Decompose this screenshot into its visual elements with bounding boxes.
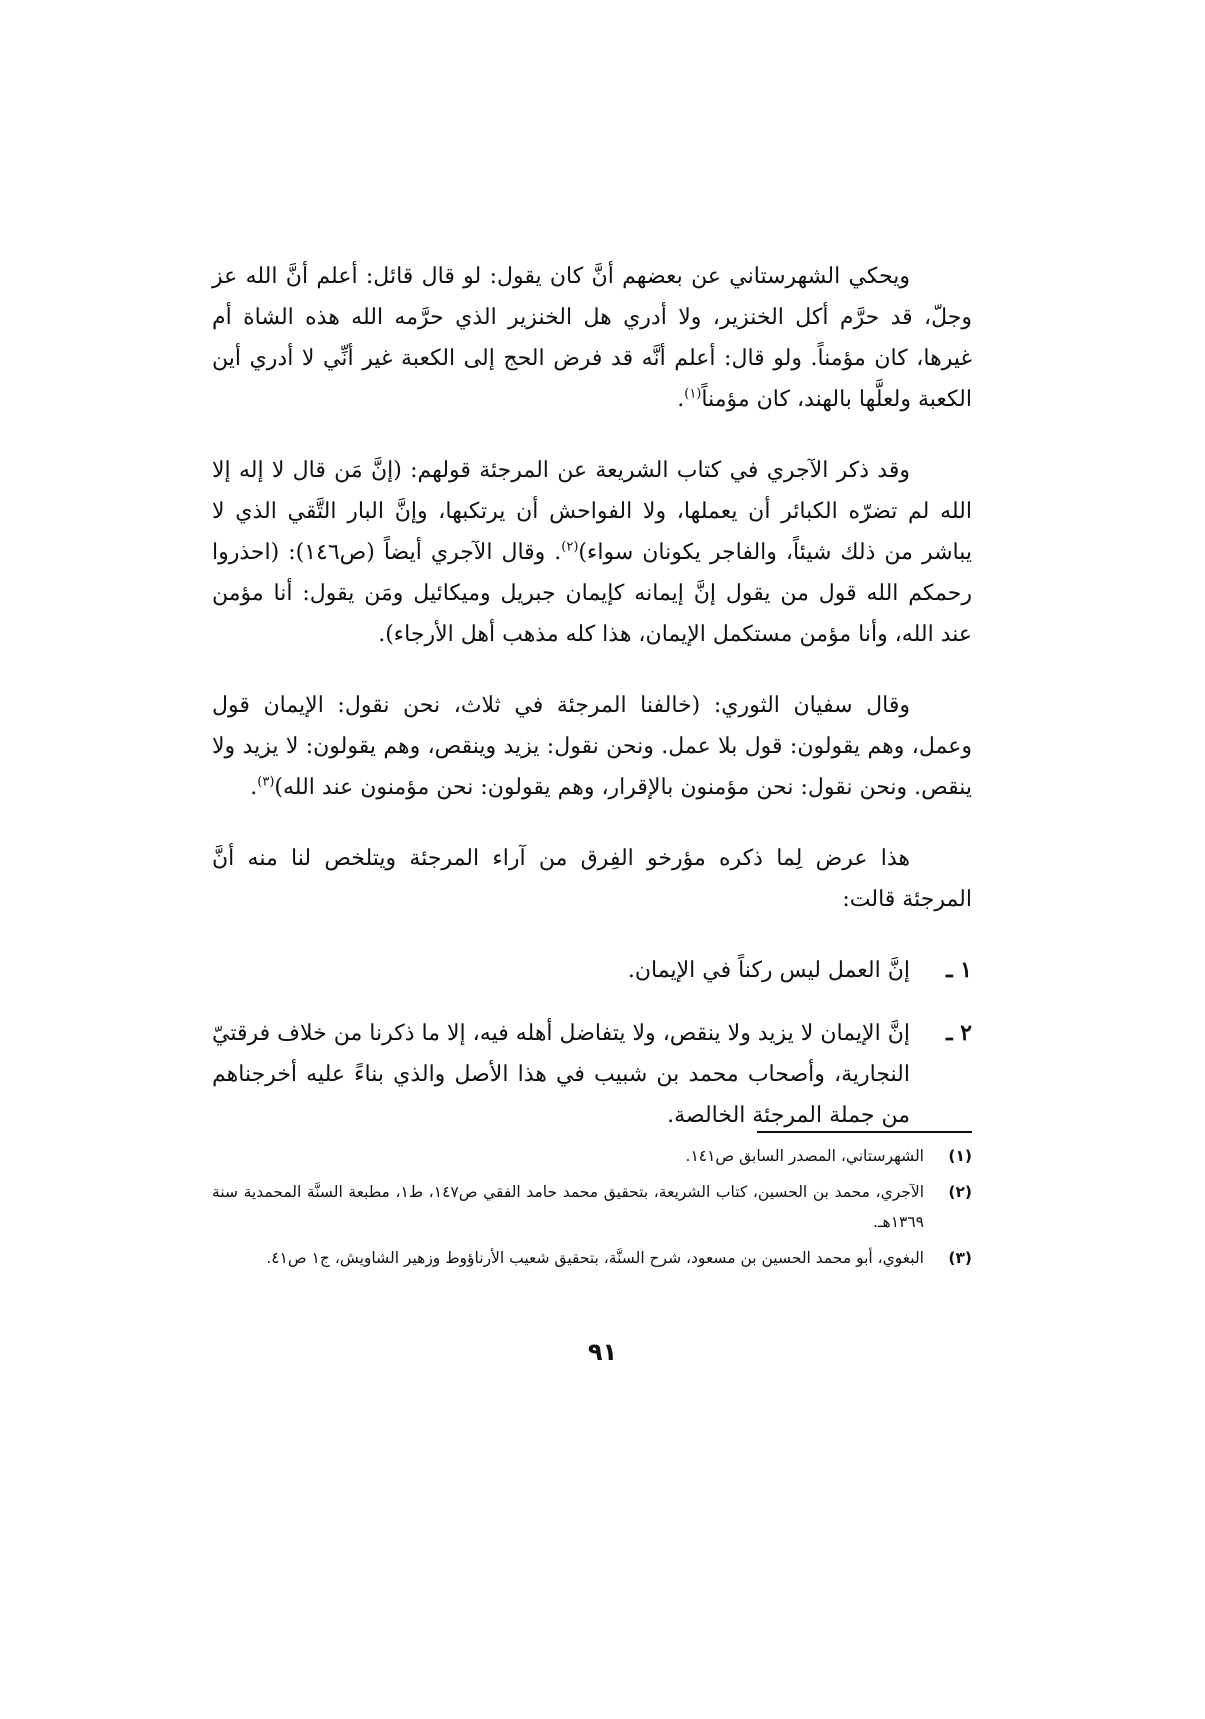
footnote-ref-2[interactable]: (٢) (561, 539, 579, 555)
list-item-text: إنَّ الإيمان لا يزيد ولا ينقص، ولا يتفاضل أهله فيه، إلا ما ذكرنا من خلاف فرقتيّ النجارية، وأصحاب محمد بن شبيب في هذا الأصل والذي بناءً عليه أخرجناهم من جملة المرجئة الخالصة. (212, 1021, 910, 1128)
footnote-text: الآجري، محمد بن الحسين، كتاب الشريعة، بتحقيق محمد حامد الفقي ص١٤٧، ط١، مطبعة السنَّة المحمدية سنة ١٣٦٩هـ. (212, 1183, 924, 1231)
paragraph-2-tail: . وقال الآجري أيضاً (ص١٤٦): (احذروا رحمكم الله قول من يقول إنَّ إيمانه كإيمان جبريل وميكائيل ومَن يقول: أنا مؤمن عند الله، وأنا مؤمن مستكمل الإيمان، هذا كله مذهب أهل الأرجاء). (212, 540, 972, 647)
paragraph-1-text: ويحكي الشهرستاني عن بعضهم أنَّ كان يقول: لو قال قائل: أعلم أنَّ الله عز وجلّ، قد حرَّم أكل الخنزير، ولا أدري هل الخنزير الذي حرَّمه الله هذه الشاة أم غيرها، كان مؤمناً. ولو قال: أعلم أنَّه قد فرض الحج إلى الكعبة غير أنِّي لا أدري أين الكعبة ولعلَّها بالهند، كان مؤمناً (212, 264, 972, 412)
footnote-mark: (١) (948, 1147, 972, 1165)
footnotes (212, 1141, 972, 1279)
paragraph-2 (212, 450, 972, 655)
footnote-2 (212, 1177, 972, 1237)
footnote-mark: (٢) (948, 1183, 972, 1201)
paragraph-3-tail: . (250, 775, 258, 800)
footnote-ref-3[interactable]: (٣) (257, 774, 275, 790)
list-number: ١ ـ (946, 957, 972, 983)
footnote-text: البغوي، أبو محمد الحسين بن مسعود، شرح السنَّة، بتحقيق شعيب الأرناؤوط وزهير الشاويش، ج١ ص٤١. (266, 1249, 924, 1267)
page-body (212, 256, 972, 1158)
footnote-1 (212, 1141, 972, 1171)
paragraph-3-text: وقال سفيان الثوري: (خالفنا المرجئة في ثلاث، نحن نقول: الإيمان قول وعمل، وهم يقولون: قول بلا عمل. ونحن نقول: يزيد وينقص، وهم يقولون: لا يزيد ولا ينقص. ونحن نقول: نحن مؤمنون بالإقرار، وهم يقولون: نحن مؤمنون عند الله) (212, 693, 972, 800)
footnote-mark: (٣) (948, 1249, 972, 1267)
paragraph-3 (212, 685, 972, 808)
paragraph-1-tail: . (677, 387, 685, 412)
list-number: ٢ ـ (946, 1020, 972, 1046)
list-item-1 (212, 950, 972, 991)
page-number: ٩١ (587, 1338, 618, 1366)
paragraph-4-text: هذا عرض لِما ذكره مؤرخو الفِرق من آراء المرجئة ويتلخص لنا منه أنَّ المرجئة قالت: (212, 846, 972, 912)
footnote-divider (757, 1131, 972, 1133)
paragraph-1 (212, 256, 972, 420)
footnote-3 (212, 1243, 972, 1273)
footnote-ref-1[interactable]: (١) (684, 386, 702, 402)
list-item-2 (212, 1013, 972, 1136)
footnote-text: الشهرستاني، المصدر السابق ص١٤١. (685, 1147, 924, 1165)
paragraph-2-text: وقد ذكر الآجري في كتاب الشريعة عن المرجئة قولهم: (إنَّ مَن قال لا إله إلا الله لم تضرّه الكبائر أن يعملها، ولا الفواحش أن يرتكبها، وإنَّ البار التَّقي الذي لا يباشر من ذلك شيئاً، والفاجر يكونان سواء) (212, 458, 972, 565)
paragraph-4 (212, 838, 972, 920)
list-item-text: إنَّ العمل ليس ركناً في الإيمان. (627, 958, 910, 983)
